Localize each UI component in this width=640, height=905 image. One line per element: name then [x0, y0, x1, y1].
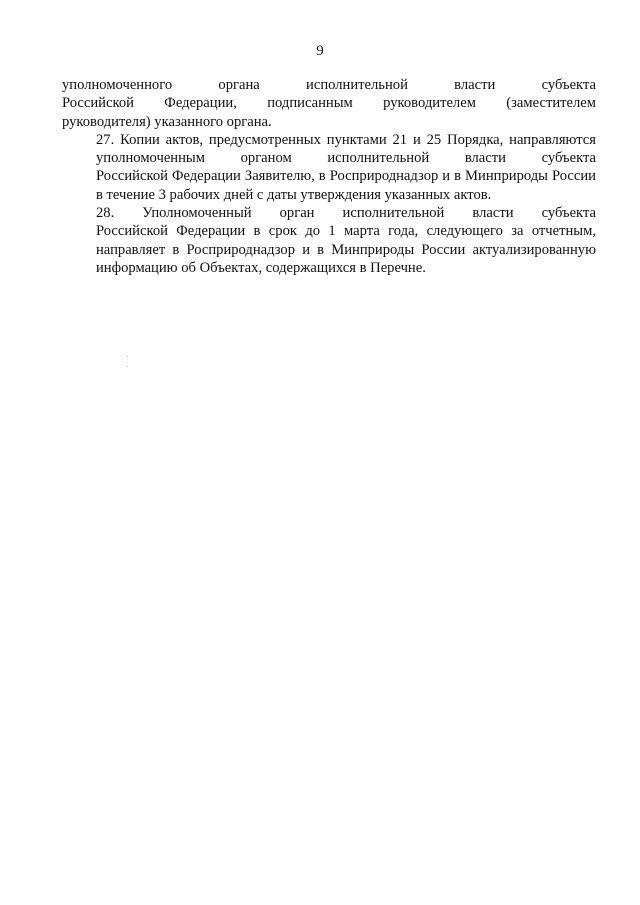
page-number: 9	[316, 43, 324, 59]
text-line: руководителя) указанного органа.	[62, 113, 272, 130]
text-line: Российской Федерации Заявителю, в Росприроднадзор и в Минприроды России	[96, 168, 596, 185]
scan-speck	[127, 356, 128, 357]
text-line: направляет в Росприроднадзор и в Минприроды России актуализированную	[96, 241, 596, 258]
paragraph-27	[62, 131, 596, 204]
text-line: 28. Уполномоченный орган исполнительной власти субъекта	[96, 205, 596, 222]
paragraph-28	[62, 204, 596, 277]
text-line: 27. Копии актов, предусмотренных пунктами 21 и 25 Порядка, направляются	[96, 131, 596, 148]
scan-speck	[127, 366, 128, 367]
text-line: Российской Федерации, подписанным руководителем (заместителем	[62, 95, 596, 112]
text-line: Российской Федерации в срок до 1 марта года, следующего за отчетным,	[96, 223, 596, 240]
document-body	[62, 76, 596, 277]
text-line: информацию об Объектах, содержащихся в Перечне.	[96, 259, 426, 276]
text-line: уполномоченного органа исполнительной власти субъекта	[62, 77, 596, 93]
text-line: в течение 3 рабочих дней с даты утверждения указанных актов.	[96, 186, 492, 203]
paragraph-continuation	[62, 76, 596, 131]
text-line: уполномоченным органом исполнительной власти субъекта	[96, 150, 596, 167]
